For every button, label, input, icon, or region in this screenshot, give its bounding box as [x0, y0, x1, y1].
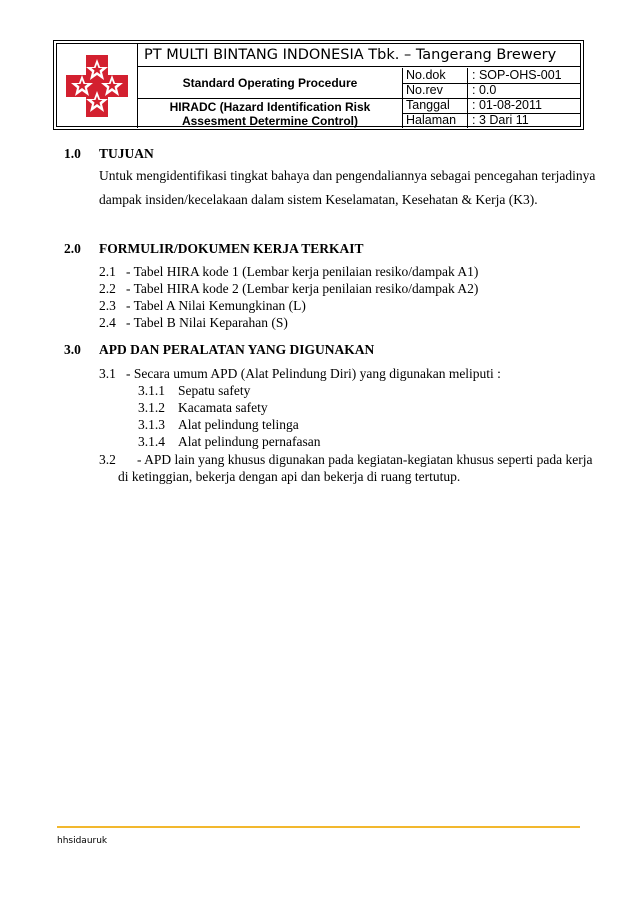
meta-key: Halaman — [403, 113, 468, 128]
list-item-text: - Tabel HIRA kode 1 (Lembar kerja penilaian resiko/dampak A1) — [126, 264, 479, 279]
list-item-number: 2.3 — [99, 298, 116, 313]
meta-value: : 01-08-2011 — [472, 98, 542, 112]
meta-value: : SOP-OHS-001 — [472, 68, 562, 82]
meta-row-tanggal — [403, 98, 580, 114]
subitem-number: 3.1.1 — [138, 383, 165, 398]
section-title: FORMULIR/DOKUMEN KERJA TERKAIT — [99, 241, 364, 256]
list-item-text: - Tabel HIRA kode 2 (Lembar kerja penilaian resiko/dampak A2) — [126, 281, 479, 296]
meta-row-halaman — [403, 113, 580, 128]
document-title — [138, 99, 403, 128]
document-title-line1: HIRADC (Hazard Identification Risk — [169, 99, 371, 114]
list-item-number: 3.1 — [99, 366, 116, 381]
header-inner-frame — [56, 43, 581, 127]
paragraph-line: dampak insiden/kecelakaan dalam sistem Keselamatan, Kesehatan & Kerja (K3). — [99, 192, 538, 207]
meta-row-no-rev — [403, 83, 580, 99]
list-item-text: - Tabel B Nilai Keparahan (S) — [126, 315, 288, 330]
subitem-number: 3.1.4 — [138, 434, 165, 449]
meta-row-no-dok — [403, 68, 580, 84]
meta-key: Tanggal — [403, 98, 468, 113]
section-title: APD DAN PERALATAN YANG DIGUNAKAN — [99, 342, 375, 357]
list-item-text: - APD lain yang khusus digunakan pada kegiatan-kegiatan khusus seperti pada kerja — [137, 452, 593, 467]
list-item-number: 2.4 — [99, 315, 116, 330]
section-number: 3.0 — [64, 342, 81, 357]
subitem-number: 3.1.3 — [138, 417, 165, 432]
meta-key: No.dok — [403, 68, 468, 83]
section-number: 2.0 — [64, 241, 81, 256]
list-item-text-continued: di ketinggian, bekerja dengan api dan bekerja di ruang tertutup. — [118, 469, 461, 484]
document-header — [53, 40, 584, 130]
list-item-number: 2.2 — [99, 281, 116, 296]
subitem-number: 3.1.2 — [138, 400, 165, 415]
meta-value: : 0.0 — [472, 83, 497, 97]
subitem-text: Sepatu safety — [178, 383, 251, 398]
list-item-text: - Tabel A Nilai Kemungkinan (L) — [126, 298, 306, 313]
company-name: PT MULTI BINTANG INDONESIA Tbk. – Tangerang Brewery — [138, 44, 580, 67]
section-number: 1.0 — [64, 146, 81, 161]
list-item-text: - Secara umum APD (Alat Pelindung Diri) yang digunakan meliputi : — [126, 366, 501, 381]
meta-key: No.rev — [403, 83, 468, 98]
sop-title: Standard Operating Procedure — [138, 68, 403, 99]
list-item-number: 2.1 — [99, 264, 116, 279]
subitem-text: Alat pelindung telinga — [178, 417, 299, 432]
meta-value: : 3 Dari 11 — [472, 113, 529, 127]
document-title-line2: Assesment Determine Control) — [181, 113, 359, 128]
logo-cell — [57, 44, 138, 128]
list-item-number: 3.2 — [99, 452, 116, 467]
document-meta-table — [403, 68, 580, 128]
paragraph-line: Untuk mengidentifikasi tingkat bahaya dan pengendaliannya sebagai pencegahan terjadinya — [99, 168, 596, 183]
subitem-text: Kacamata safety — [178, 400, 268, 415]
section-title: TUJUAN — [99, 146, 154, 161]
section-1-paragraph — [99, 164, 596, 212]
footer-divider — [57, 826, 580, 828]
subitem-text: Alat pelindung pernafasan — [178, 434, 321, 449]
footer-author: hhsidauruk — [57, 836, 108, 846]
company-logo-icon — [64, 53, 130, 119]
